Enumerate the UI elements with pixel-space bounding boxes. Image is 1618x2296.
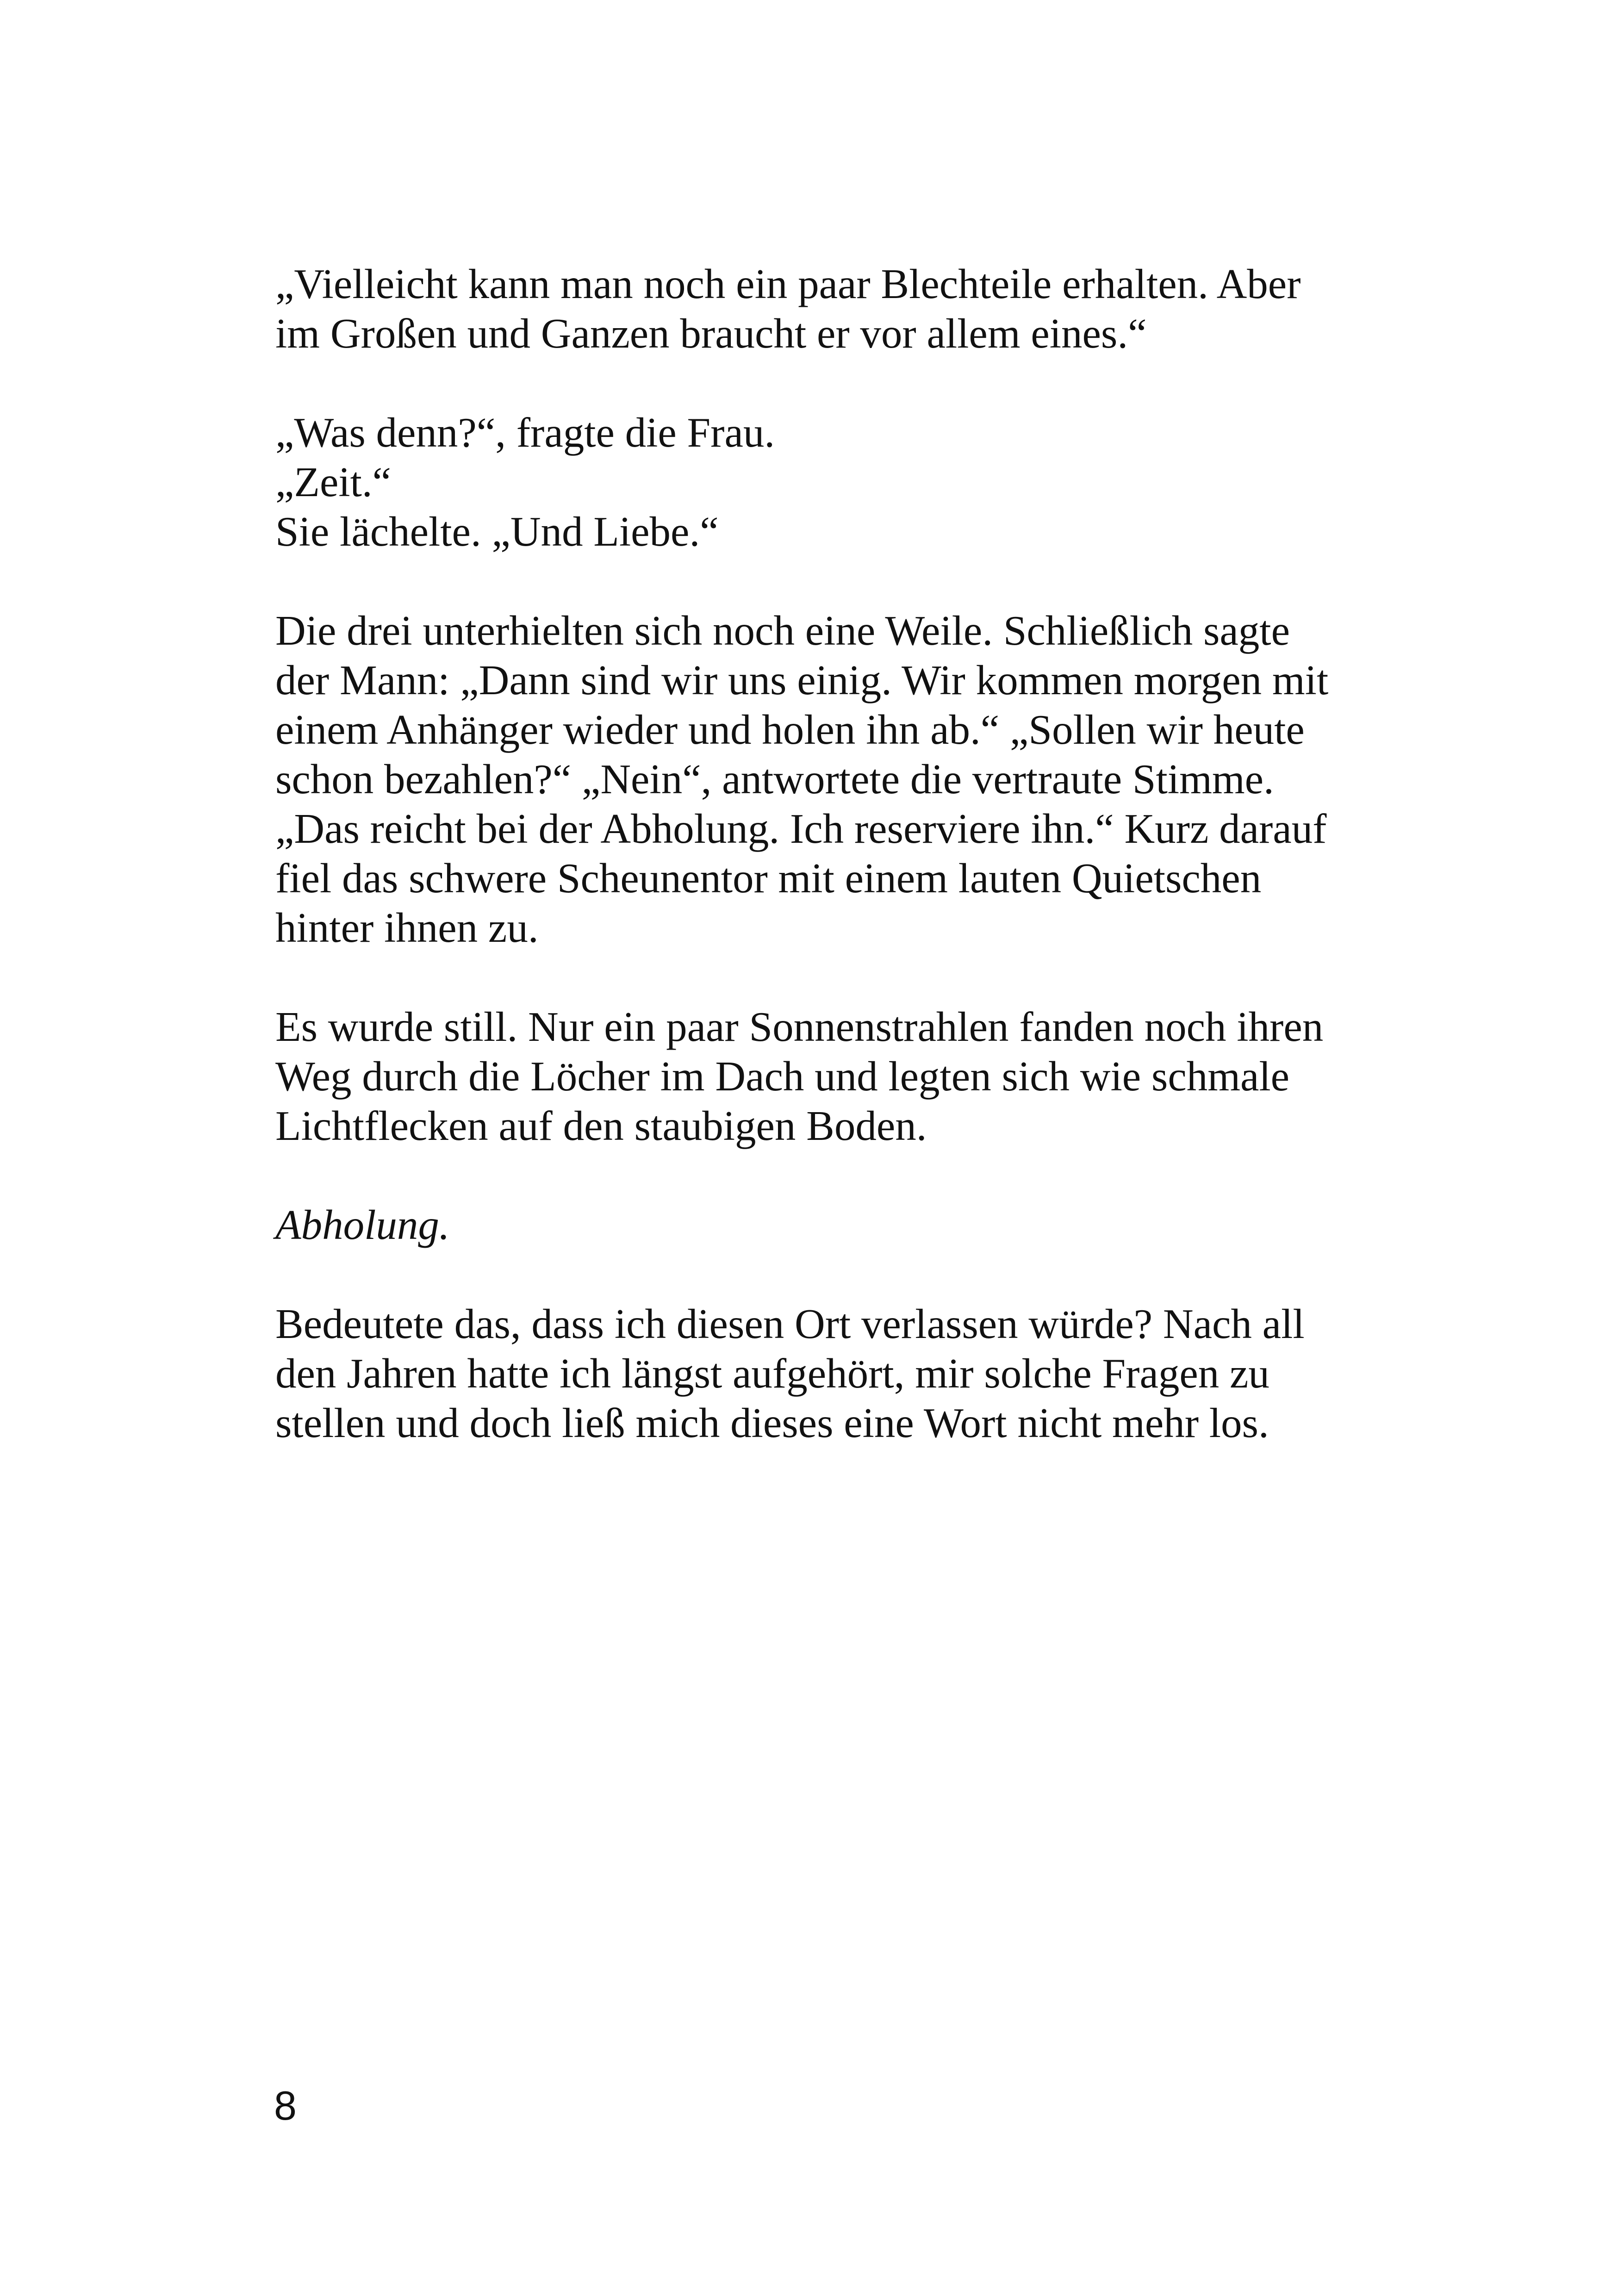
paragraph-gap <box>275 1250 1432 1299</box>
paragraph-3 <box>275 606 1432 952</box>
page-number: 8 <box>274 2083 297 2128</box>
paragraph-1 <box>275 259 1432 358</box>
text-line: Sie lächelte. „Und Liebe.“ <box>275 508 719 555</box>
text-line: „Was denn?“, fragte die Frau. <box>275 409 775 456</box>
body-text <box>275 259 1432 1448</box>
text-line: Die drei unterhielten sich noch eine Weile. Schließlich sagte <box>275 607 1290 654</box>
text-line: hinter ihnen zu. <box>275 904 539 951</box>
text-line: schon bezahlen?“ „Nein“, antwortete die vertraute Stimme. <box>275 756 1274 803</box>
text-line: „Zeit.“ <box>275 459 392 505</box>
paragraph-gap <box>275 556 1432 606</box>
paragraph-4 <box>275 1002 1432 1151</box>
text-line: fiel das schwere Scheunentor mit einem lauten Quietschen <box>275 855 1262 902</box>
text-line: Lichtflecken auf den staubigen Boden. <box>275 1102 927 1149</box>
paragraph-6 <box>275 1299 1432 1448</box>
text-line: „Das reicht bei der Abholung. Ich reserviere ihn.“ Kurz darauf <box>275 805 1327 852</box>
paragraph-gap <box>275 358 1432 408</box>
italic-word-line: Abholung. <box>275 1201 450 1248</box>
paragraph-gap <box>275 952 1432 1002</box>
paragraph-gap <box>275 1151 1432 1200</box>
text-line: Es wurde still. Nur ein paar Sonnenstrahlen fanden noch ihren <box>275 1003 1324 1050</box>
text-line: „Vielleicht kann man noch ein paar Blechteile erhalten. Aber <box>275 261 1301 307</box>
text-line: Bedeutete das, dass ich diesen Ort verlassen würde? Nach all <box>275 1300 1305 1347</box>
paragraph-5-italic <box>275 1200 1432 1250</box>
paragraph-2 <box>275 408 1432 556</box>
text-line: der Mann: „Dann sind wir uns einig. Wir kommen morgen mit <box>275 657 1329 703</box>
text-line: den Jahren hatte ich längst aufgehört, mir solche Fragen zu <box>275 1350 1270 1397</box>
text-line: stellen und doch ließ mich dieses eine Wort nicht mehr los. <box>275 1400 1269 1446</box>
text-line: Weg durch die Löcher im Dach und legten sich wie schmale <box>275 1053 1290 1100</box>
text-line: einem Anhänger wieder und holen ihn ab.“ „Sollen wir heute <box>275 706 1305 753</box>
text-line: im Großen und Ganzen braucht er vor allem eines.“ <box>275 310 1147 357</box>
